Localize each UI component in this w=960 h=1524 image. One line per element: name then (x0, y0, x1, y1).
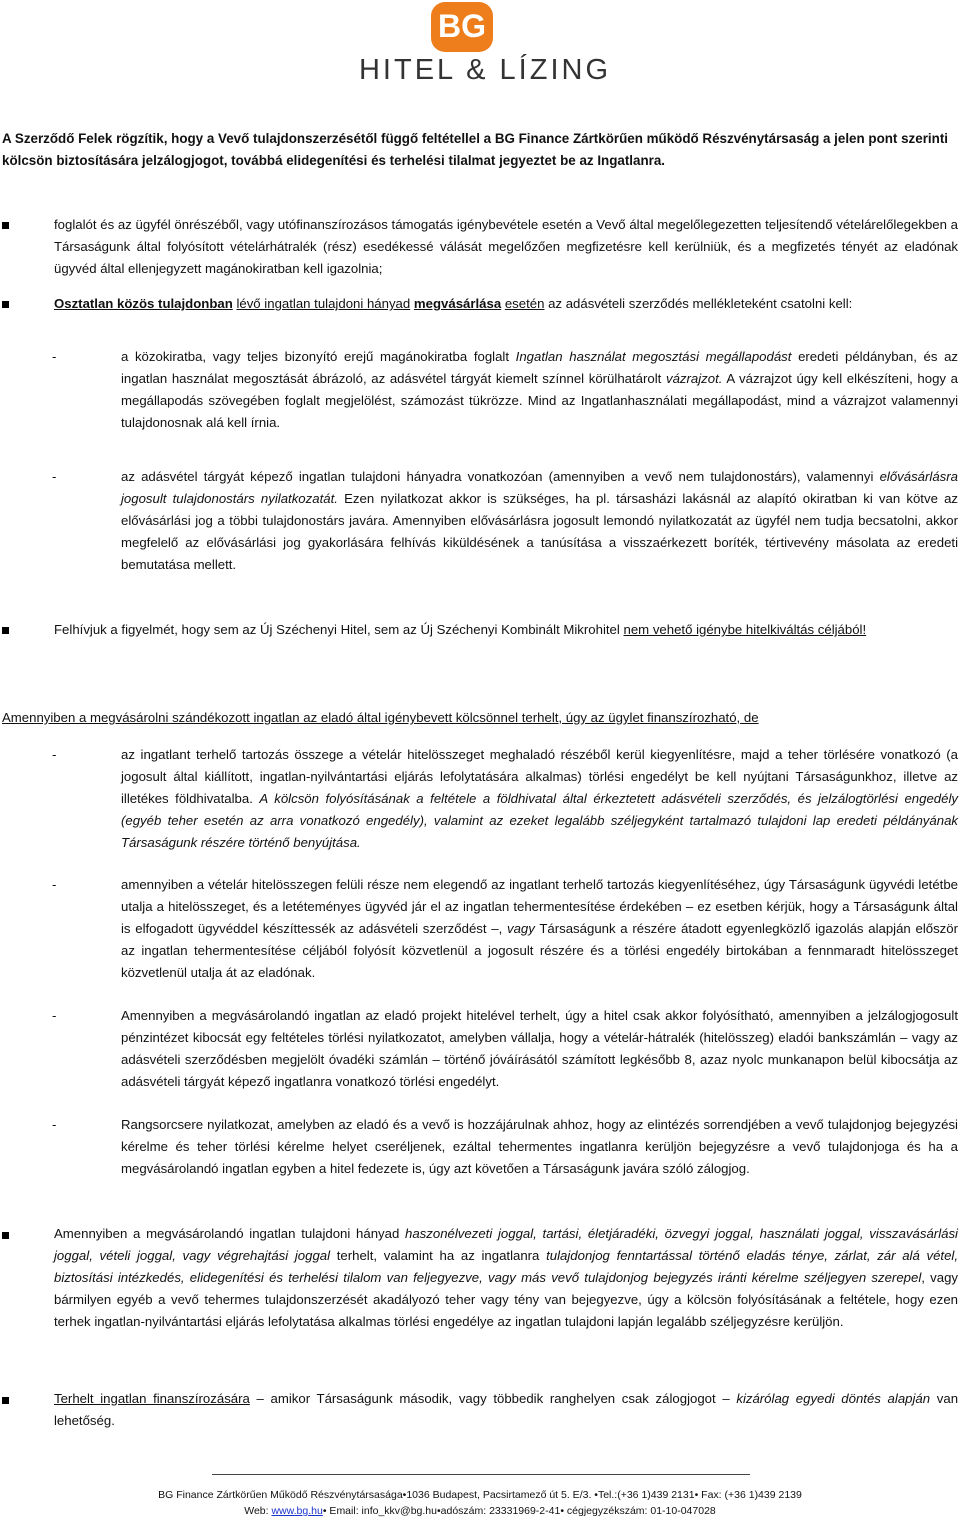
dash-marker: - (52, 747, 57, 762)
footer-contact-line: BG Finance Zártkörűen Működő Részvénytársasága•1036 Budapest, Pacsirtamező út 5. E/3. •Tel.:(+36 1)439 2131• Fax: (+36 1)439 2139 (158, 1489, 802, 1501)
text-span: lévő ingatlan tulajdoni hányad (236, 296, 411, 311)
joint-ownership-term: Osztatlan közös tulajdonban (54, 296, 233, 311)
text-span: Terhelt ingatlan finanszírozására (54, 1391, 250, 1406)
dash-paragraph-preemption (121, 466, 958, 576)
footer-divider (212, 1474, 750, 1475)
text-span: Ezen nyilatkozat akkor is szükséges, ha pl. társasházi lakásnál az alapító okiratban ki van kötve az elővásárlási jog a többi tulajdonostárs javára. Amennyiben elővásárlásra jogosult lemondó nyilatkozatát az ügyfél nem tudja becsatolni, akkor megfelelő az elővásárlási jog gyakorlására felhívás kiküldésének a tanúsítása a visszaérkezett boríték, tértivevény másolata az eredeti bemutatása mellett. (121, 491, 959, 572)
text-span: A kölcsön folyósításának a feltétele a földhivatal által érkeztetett adásvételi szerződés, és jelzálogtörlési engedély (egyéb teher esetén az arra vonatkozó engedély), valamint az ezeket legalább széljegyként tartalmazó tulajdoni lap eredeti példányának Társaságunk részére történő benyújtása. (121, 791, 959, 850)
bullet-paragraph-rights-encumbrance (54, 1223, 958, 1333)
dash-marker: - (52, 469, 57, 484)
dash-paragraph-rank-swap: Rangsorcsere nyilatkozat, amelyben az eladó és a vevő is hozzájárulnak ahhoz, hogy az elintézés sorrendjében a vevő tulajdonjog bejegyzési kérelme és teher törlési kérelme helyet cseréljenek, ezáltal tehermentes ingatlanra kerüljön bejegyzésre a vevő tulajdonjoga és ha a megvásárolandó ingatlan egyben a hitel fedezete is, úgy azt követően a Társaságunk javára szóló zálogjog. (121, 1117, 958, 1176)
text-span: Amennyiben a megvásárolandó ingatlan tulajdoni hányad (54, 1226, 400, 1241)
text-span: Társaságunk a részére átadott egyenlegközlő igazolás alapján először az ingatlan tehermentesítése céljából folyósít közvetlenül a jogosult részére és a törlési engedély birtokában a fennmaradt hitelösszeget közvetlenül utalja át az eladónak. (121, 921, 958, 980)
text-span: az adásvételi szerződés mellékleteként csatolni kell: (548, 296, 853, 311)
logo-wordmark: HITEL & LÍZING (358, 54, 612, 86)
text-span: nem vehető igénybe hitelkiváltás céljából! (623, 622, 867, 637)
company-logo (0, 0, 960, 95)
text-span: a közokiratba, vagy teljes bizonyító erejű magánokiratba foglalt (121, 349, 510, 364)
bullet-marker (2, 1232, 9, 1239)
text-span: amennyiben a vételár hitelösszegen felüli része nem elegendő az ingatlant terhelő tartozás kiegyenlítéséhez, úgy Társaságunk ügyvédi letétbe utalja a hitelösszeget, és a letéteményes ügyvéd jár el az ingatlan tehermentesítése érdekében – ez esetben kérjük, hogy a Társaságunk által is elfogadott ügyvéddel készíttessék az adásvételi szerződést –, (121, 877, 958, 936)
text-span: – amikor Társaságunk második, vagy többedik ranghelyen csak zálogjogot – (256, 1391, 730, 1406)
bullet-paragraph-szechenyi-notice (54, 619, 958, 641)
text-span: A vázrajzot úgy kell elkészíteni, hogy a megállapodás szövegében foglalt megjelölést, számozást tükrözze. Mind az Ingatlanhasználati megállapodást, mind a vázrajzot valamennyi tulajdonosnak alá kell írnia. (121, 371, 958, 430)
text-span: az ingatlant terhelő tartozás összege a vételár hitelösszeget meghaladó részéből kerül kiegyenlítésre, majd a teher törlésére vonatkozó (a jogosult által kiállított, ingatlan-nyilvántartási eljárás lefolytatására alkalmas) törlési engedélyt be kell nyújtani Társaságunkhoz, illetve az illetékes földhivatalba. (121, 747, 958, 806)
text-span: eredeti példányban, és az ingatlan használat megosztását ábrázoló, az adásvétel tárgyát kiemelt színnel körülhatárolt (121, 349, 958, 386)
text-span: Web: (244, 1505, 272, 1517)
dash-marker: - (52, 1117, 57, 1132)
footer-registry-line (0, 1503, 960, 1519)
bullet-paragraph-individual-decision (54, 1388, 958, 1432)
dash-paragraph-escrow (121, 874, 958, 984)
text-span: van lehetőség. (54, 1391, 959, 1428)
bullet-marker (2, 627, 9, 634)
logo-badge-text: BG (438, 8, 486, 44)
text-span: megvásárlása (413, 296, 502, 311)
text-span: az adásvétel tárgyát képező ingatlan tulajdoni hányadra vonatkozóan (amennyiben a vevő nem tulajdonostárs), valamennyi (121, 469, 874, 484)
text-span: haszonélvezeti joggal, tartási, életjáradéki, özvegyi joggal, használati joggal, visszavásárlási joggal, vételi joggal, vagy végrehajtási joggal (54, 1226, 958, 1263)
text-span: terhelt, valamint ha az ingatlanra (336, 1248, 540, 1263)
intro-paragraph: A Szerződő Felek rögzítik, hogy a Vevő tulajdonszerzésétől függő feltétellel a BG Finance Zártkörűen működő Részvénytársaság a jelen pont szerinti kölcsön biztosítására jelzálogjogot, továbbá elidegenítési és terhelési tilalmat jegyeztet be az Ingatlanra. (2, 131, 948, 168)
section-heading-encumbered-property: Amennyiben a megvásárolni szándékozott ingatlan az eladó által igénybevett kölcsönnel terhelt, úgy az ügylet finanszírozható, de (2, 710, 759, 725)
dash-paragraph-debt-settlement (121, 744, 958, 854)
text-span: Felhívjuk a figyelmét, hogy sem az Új Széchenyi Hitel, sem az Új Széchenyi Kombinált Mikrohitel (54, 622, 620, 637)
text-span: • Email: info_kkv@bg.hu•adószám: 23331969-2-41• cégjegyzékszám: 01-10-047028 (322, 1505, 716, 1517)
dash-marker: - (52, 1008, 57, 1023)
dash-marker: - (52, 877, 57, 892)
text-span: kizárólag egyedi döntés alapján (736, 1391, 931, 1406)
bullet-paragraph-joint-ownership (54, 293, 958, 315)
website-link[interactable]: www.bg.hu (271, 1505, 323, 1517)
logo-badge (431, 2, 493, 52)
dash-paragraph-project-loan: Amennyiben a megvásárolandó ingatlan az eladó projekt hitelével terhelt, úgy a hitel csak akkor folyósítható, amennyiben a jelzálogjogosult pénzintézet kibocsát egy feltételes törlési nyilatkozatot, amelyben vállalja, hogy a vételár-hátralék (hitelösszeg) eladói bankszámlán – vagy az adásvételi szerződésben megjelölt óvadéki számlán – történő jóváírásától számított legkésőbb 8, azaz nyolc munkanapon belül kibocsátja az adásvételi tárgyát képező ingatlanra vonatkozó törlési engedélyt. (121, 1008, 958, 1089)
bullet-paragraph-downpayment: foglalót és az ügyfél önrészéből, vagy utófinanszírozásos támogatás igénybevétele esetén a Vevő által megelőlegezetten teljesítendő vételárelőlegekben a Társaságunk által folyósított vételárhátralék (rész) esedékessé válását megelőzően megfizetésre kell kerülniük, és a megfizetés tényét az eladónak ügyvéd által ellenjegyzett magánokiratban kell igazolnia; (54, 217, 958, 276)
text-span: vázrajzot. (665, 371, 723, 386)
bullet-marker (2, 1397, 9, 1404)
text-span: Ingatlan használat megosztási megállapodást (515, 349, 792, 364)
bullet-marker (2, 222, 9, 229)
text-span: tulajdonjog fenntartással történő eladás ténye, zárlat, zár alá vétel, biztosítási intézkedés, elidegenítési és terhelési tilalom van feljegyezve, vagy más vevő tulajdonjog bejegyzés iránti kérelme széljegyen szerepel (54, 1248, 958, 1285)
text-span: vagy (507, 921, 535, 936)
text-span: elővásárlásra jogosult tulajdonostárs nyilatkozatát. (121, 469, 958, 506)
text-span: , vagy bármilyen egyéb a vevő tehermes tulajdonszerzését akadályozó teher vagy tény van bejegyezve, úgy a kölcsön folyósításának a feltétele, hogy ezen terhek ingatlan-nyilvántartási eljárás lefolytatása alkalmas törlési engedélye az ingatlan tulajdoni lapján legalább széljegyzésre kerüljön. (54, 1270, 958, 1329)
dash-marker: - (52, 349, 57, 364)
text-span: esetén (504, 296, 545, 311)
dash-paragraph-usage-agreement (121, 346, 958, 434)
bullet-marker (2, 301, 9, 308)
